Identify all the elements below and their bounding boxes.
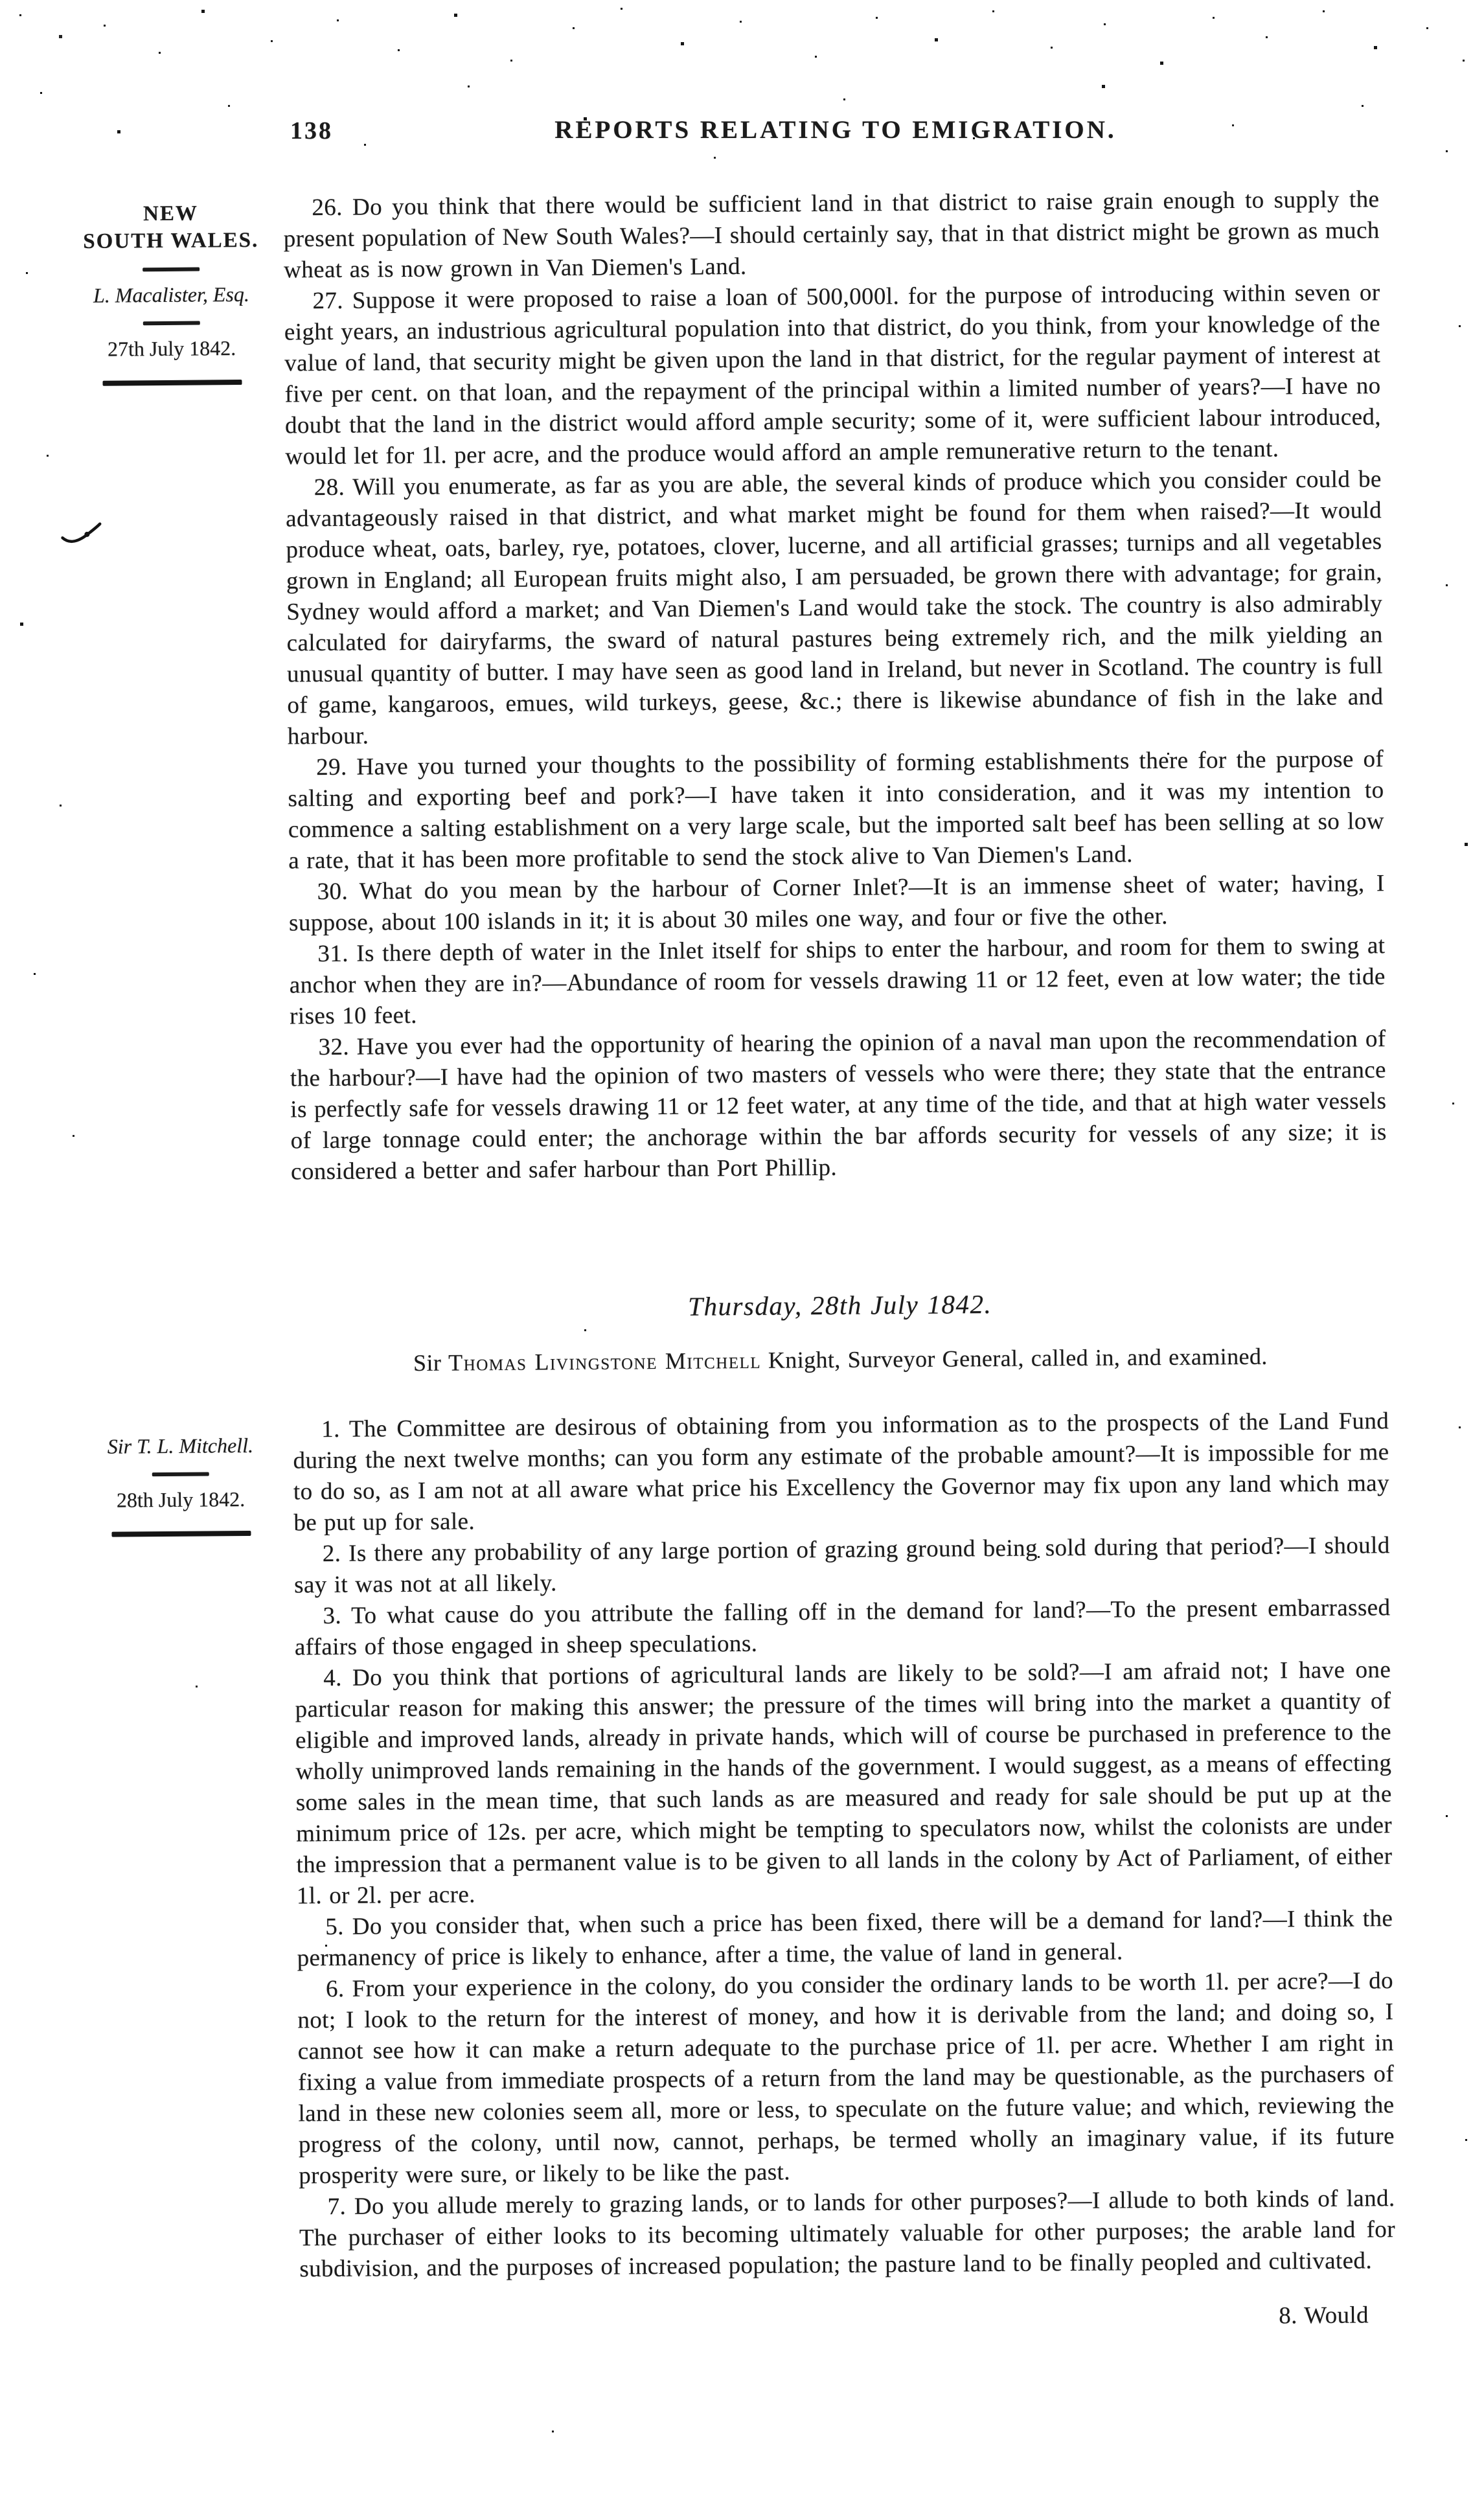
sidenote-date: 28th July 1842. bbox=[116, 1487, 245, 1512]
qa-paragraph-4: 4. Do you think that portions of agricultural lands are likely to be sold?—I am afraid not; I have one particular reason for making this answer; the pressure of the times will bring into the market a quantity of eligible and improved lands, already in private hands, which will of course be purchased in preference to the wholly unimproved lands remaining in the hands of the government. I would suggest, as a means of effecting some sales in the mean time, that such lands as are measured and ready for sale should be put up at the minimum price of 12s. per acre, which might be tempting to speculators now, whilst the colonists are under the impression that a permanent value is to be given to all lands in the colony by Act of Parliament, of either 1l. or 2l. per acre. bbox=[295, 1656, 1393, 1910]
sidenote-witness-name: L. Macalister, Esq. bbox=[93, 282, 250, 308]
stray-ink-mark bbox=[61, 522, 102, 546]
sidenote-region-line-2: SOUTH WALES. bbox=[83, 229, 259, 254]
qa-paragraph-2: 2. Is there any probability of any large portion of grazing ground being sold during that period?—I should say it was not at all likely. bbox=[293, 1532, 1390, 1599]
qa-paragraph-3: 3. To what cause do you attribute the falling off in the demand for land?—To the present embarrassed affairs of those engaged in sheep speculations. bbox=[294, 1594, 1391, 1661]
text-column bbox=[283, 184, 1396, 2339]
qa-paragraph-1: 1. The Committee are desirous of obtaining from you information as to the prospects of the Land Fund during the next twelve months; can you form any estimate of the probable amount?—It is impossible for me to do so, as I am not at all aware what price his Excellency the Governor may fix upon any land which may be put up for sale. bbox=[293, 1408, 1390, 1537]
evidence-session-28-july bbox=[293, 1406, 1396, 2339]
page-number: 138 bbox=[290, 117, 333, 144]
sidenote-end-rule bbox=[111, 1531, 251, 1537]
sidenote-session-1 bbox=[63, 200, 279, 387]
witness-intro-name: Thomas Livingstone Mitchell bbox=[448, 1347, 762, 1376]
qa-paragraph-5: 5. Do you consider that, when such a price has been fixed, there will be a demand for land?—I think the permanency of price is likely to enhance, after a time, the value of land in general. bbox=[297, 1905, 1393, 1972]
sidenote-end-rule bbox=[102, 380, 242, 386]
qa-paragraph-27: 27. Suppose it were proposed to raise a loan of 500,000l. for the purpose of introducing within seven or eight years, an industrious agricultural population into that district, do you think, from your knowledge of the value of land, that security might be given upon the land in that district, for the regular payment of interest at five per cent. on that loan, and the repayment of the principal within a limited number of years?—I have no doubt that the land in the district would afford ample security; some of it, were sufficient labour introduced, would let for 1l. per acre, and the produce would afford an ample remunerative return to the tenant. bbox=[284, 279, 1382, 470]
witness-intro bbox=[292, 1340, 1388, 1379]
qa-paragraph-28: 28. Will you enumerate, as far as you are able, the several kinds of produce which you consider could be advantageously raised in that district, and what market might be found for them when raised?—It would produce wheat, oats, barley, rye, potatoes, clover, lucerne, and all artificial grasses; turnips and all vegetables grown in England; all European fruits might also, I am persuaded, be grown there with advantage; for grain, Sydney would afford a market; and Van Diemen's Land would take the stock. The country is also admirably calculated for dairyfarms, the sward of natural pastures being extremely rich, and the milk yielding an unusual quantity of butter. I may have seen as good land in Ireland, but never in Scotland. The country is full of game, kangaroos, emues, wild turkeys, geese, &c.; there is likewise abundance of fish in the lake and harbour. bbox=[286, 466, 1384, 750]
sidenote-session-2 bbox=[73, 1432, 288, 1537]
sidenote-witness-name: Sir T. L. Mitchell. bbox=[107, 1433, 254, 1458]
running-title: REPORTS RELATING TO EMIGRATION. bbox=[554, 116, 1117, 144]
qa-paragraph-29: 29. Have you turned your thoughts to the possibility of forming establishments there for the purpose of salting and exporting beef and pork?—I have taken it into consideration, and it was my intention to commence a salting establishment on a very large scale, but the imported salt beef has been selling at so low a rate, that it has been more profitable to send the stock alive to Van Diemen's Land. bbox=[288, 746, 1385, 875]
sidenote-date: 27th July 1842. bbox=[107, 336, 236, 361]
sidenote-region-line-1: NEW bbox=[143, 201, 199, 226]
qa-paragraph-30: 30. What do you mean by the harbour of Corner Inlet?—It is an immense sheet of water; having, I suppose, about 100 islands in it; it is about 30 miles one way, and four or five the other. bbox=[288, 870, 1385, 937]
witness-intro-rest: Knight, Surveyor General, called in, and examined. bbox=[760, 1343, 1268, 1373]
qa-paragraph-31: 31. Is there depth of water in the Inlet itself for ships to enter the harbour, and room for them to swing at anchor when they are in?—Abundance of room for vessels drawing 11 or 12 feet, even at low water; the tide rises 10 feet. bbox=[289, 932, 1386, 1030]
session-date-heading: Thursday, 28th July 1842. bbox=[688, 1288, 992, 1321]
scan-noise-speckles bbox=[0, 0, 2, 2]
qa-paragraph-7: 7. Do you allude merely to grazing lands, or to lands for other purposes?—I allude to both kinds of land. The purchaser of either looks to its becoming ultimately valuable for other purposes; the arable land for subdivision, and the purposes of increased population; the pasture land to be finally peopled and cultivated. bbox=[299, 2185, 1396, 2283]
witness-intro-prefix: Sir bbox=[413, 1349, 449, 1377]
catchword: 8. Would bbox=[1279, 2302, 1369, 2329]
qa-paragraph-6: 6. From your experience in the colony, do you consider the ordinary lands to be worth 1l. per acre?—I do not; I look to the return for the interest of money, and how it is derivable from the land; and doing so, I cannot see how it can make a return adequate to the purchase price of 1l. per acre. Whether I am right in fixing a value from immediate prospects of a return from the land may be questionable, as the purchasers of land in these new colonies seem all, more or less, to speculate on the future value; and which, reviewing the progress of the colony, until now, cannot, perhaps, be termed wholly an imaginary value, if its future prosperity were sure, or likely to be like the past. bbox=[297, 1967, 1395, 2190]
qa-paragraph-32: 32. Have you ever had the opportunity of hearing the opinion of a naval man upon the recommendation of the harbour?—I have had the opinion of two masters of vessels who were there; they state that the entrance is perfectly safe for vessels drawing 11 or 12 feet water, at any time of the tide, and that at high water vessels of large tonnage could enter; the anchorage within the bar affords security for vessels of any size; it is considered a better and safer harbour than Port Phillip. bbox=[290, 1025, 1387, 1185]
sidenote-rule bbox=[143, 321, 200, 326]
sidenote-rule bbox=[143, 268, 200, 272]
qa-paragraph-26: 26. Do you think that there would be sufficient land in that district to raise grain enough to supply the present population of New South Wales?—I should certainly say, that in that district might be grown as much wheat as is now grown in Van Diemen's Land. bbox=[283, 186, 1380, 284]
evidence-session-27-july bbox=[283, 184, 1387, 1294]
sidenote-rule bbox=[152, 1472, 209, 1476]
